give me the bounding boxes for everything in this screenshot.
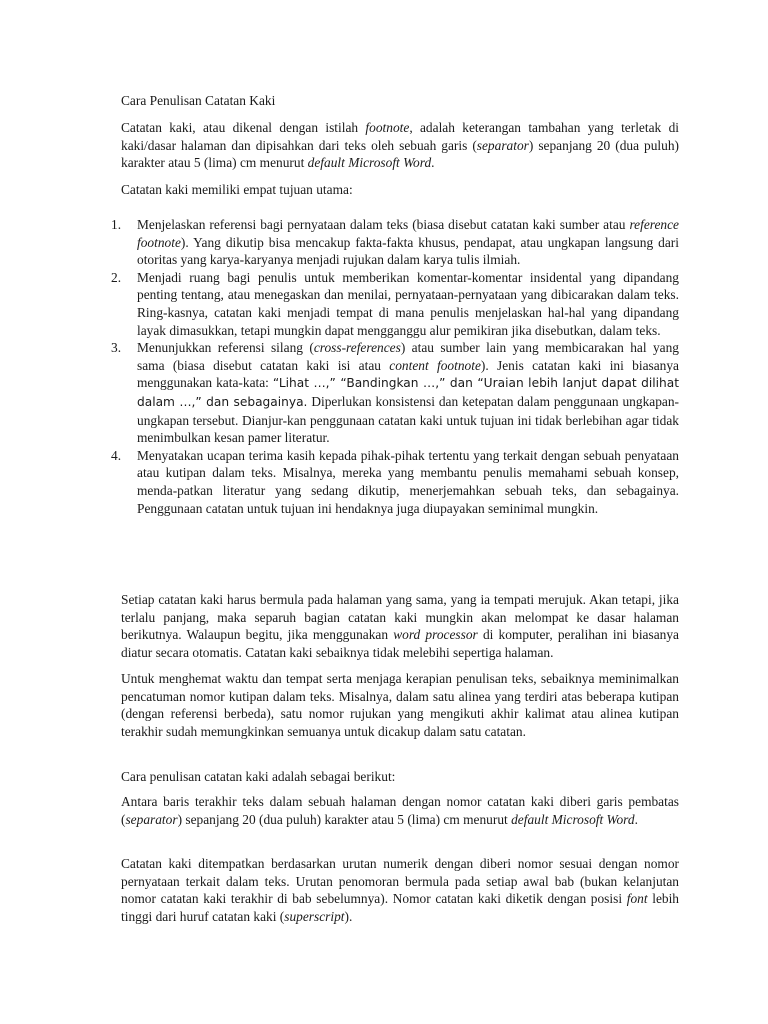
purposes-list [111, 216, 680, 517]
paragraph-purposes-intro: Catatan kaki memiliki empat tujuan utama: [121, 182, 353, 197]
list-item: 1. Menjelaskan referensi bagi pernyataan dalam teks (biasa disebut catatan kaki sumber atau reference footnote). Yang dikutip bisa mencakup fakta-fakta khusus, pendapat, atau ungkapan langsung dari otoritas yang karya-karyanya menjadi rujukan dalam karya tulis ilmiah. [111, 217, 679, 268]
list-number: 3. [111, 340, 122, 356]
paragraph-efficiency: Untuk menghemat waktu dan tempat serta menjaga kerapian penulisan teks, sebaiknya meminimalkan pencatuman nomor kutipan dalam teks. Misalnya, dalam satu alinea yang terdiri atas beberapa kutipan (dengan referensi berbeda), satu nomor rujukan yang mengikuti akhir kalimat atau alinea kutipan terakhir sudah memungkinkan semuanya untuk dicakup dalam satu catatan. [121, 671, 679, 739]
list-item: 3. Menunjukkan referensi silang (cross-references) atau sumber lain yang membicarakan hal yang sama (biasa disebut catatan kaki isi atau content footnote). Jenis catatan kaki ini biasanya menggunakan kata-kata: “Lihat …,” “Bandingkan …,” dan “Uraian lebih lanjut dapat dilihat dalam …,” dan sebagainya. Diperlukan konsistensi dan ketepatan dalam penggunaan ungkapan-ungkapan tersebut. Dianjur-kan penggunaan catatan kaki untuk tujuan ini tidak berlebihan agar tidak menimbulkan kesan pamer literatur. [111, 340, 680, 446]
paragraph-howto-intro: Cara penulisan catatan kaki adalah sebagai berikut: [121, 769, 396, 784]
paragraph-placement: Setiap catatan kaki harus bermula pada halaman yang sama, yang ia tempati merujuk. Akan tetapi, jika terlalu panjang, maka separuh bagian catatan kaki mungkin akan melompat ke dasar halaman berikutnya. Walaupun begitu, jika menggunakan word processor di komputer, peralihan ini biasanya diatur secara otomatis. Catatan kaki sebaiknya tidak melebihi sepertiga halaman. [121, 592, 679, 660]
list-number: 1. [111, 217, 122, 232]
paragraph-numbering: Catatan kaki ditempatkan berdasarkan urutan numerik dengan diberi nomor sesuai dengan nomor pernyataan terkait dalam teks. Urutan penomoran bermula pada setiap awal bab (bukan kelanjutan nomor catatan kaki terakhir di bab sebelumnya). Nomor catatan kaki diketik dengan posisi font lebih tinggi dari huruf catatan kaki (superscript). [121, 856, 680, 924]
list-number: 2. [111, 269, 122, 285]
document-title: Cara Penulisan Catatan Kaki [121, 93, 276, 108]
list-item: 2. Menjadi ruang bagi penulis untuk memberikan komentar-komentar insidental yang dipandang penting tentang, atau menegaskan dan menilai, pernyataan-pernyataan yang dibicarakan dalam teks. Ring-kasnya, catatan kaki menjadi tempat di mana penulis menjelaskan hal-hal yang dipandang layak dimasukkan, tetapi mungkin dapat mengganggu alur pemikiran jika disebutkan, dalam teks. [111, 269, 679, 338]
paragraph-separator: Antara baris terakhir teks dalam sebuah halaman dengan nomor catatan kaki diberi garis pembatas (separator) sepanjang 20 (dua puluh) karakter atau 5 (lima) cm menurut default Microsoft Word. [121, 794, 679, 827]
paragraph-definition: Catatan kaki, atau dikenal dengan istilah footnote, adalah keterangan tambahan yang terletak di kaki/dasar halaman dan dipisahkan dari teks oleh sebuah garis (separator) sepanjang 20 (dua puluh) karakter atau 5 (lima) cm menurut default Microsoft Word. [121, 120, 679, 171]
list-number: 4. [111, 447, 122, 463]
list-item: 4. Menyatakan ucapan terima kasih kepada pihak-pihak tertentu yang terkait dengan sebuah penyataan atau kutipan dalam teks. Misalnya, mereka yang membantu penulis memahami sebuah konsep, menda-patkan literatur yang sedang dikutip, menerjemahkan sebuah teks, dan sebagainya. Penggunaan catatan untuk tujuan ini hendaknya juga diupayakan seminimal mungkin. [111, 447, 679, 516]
